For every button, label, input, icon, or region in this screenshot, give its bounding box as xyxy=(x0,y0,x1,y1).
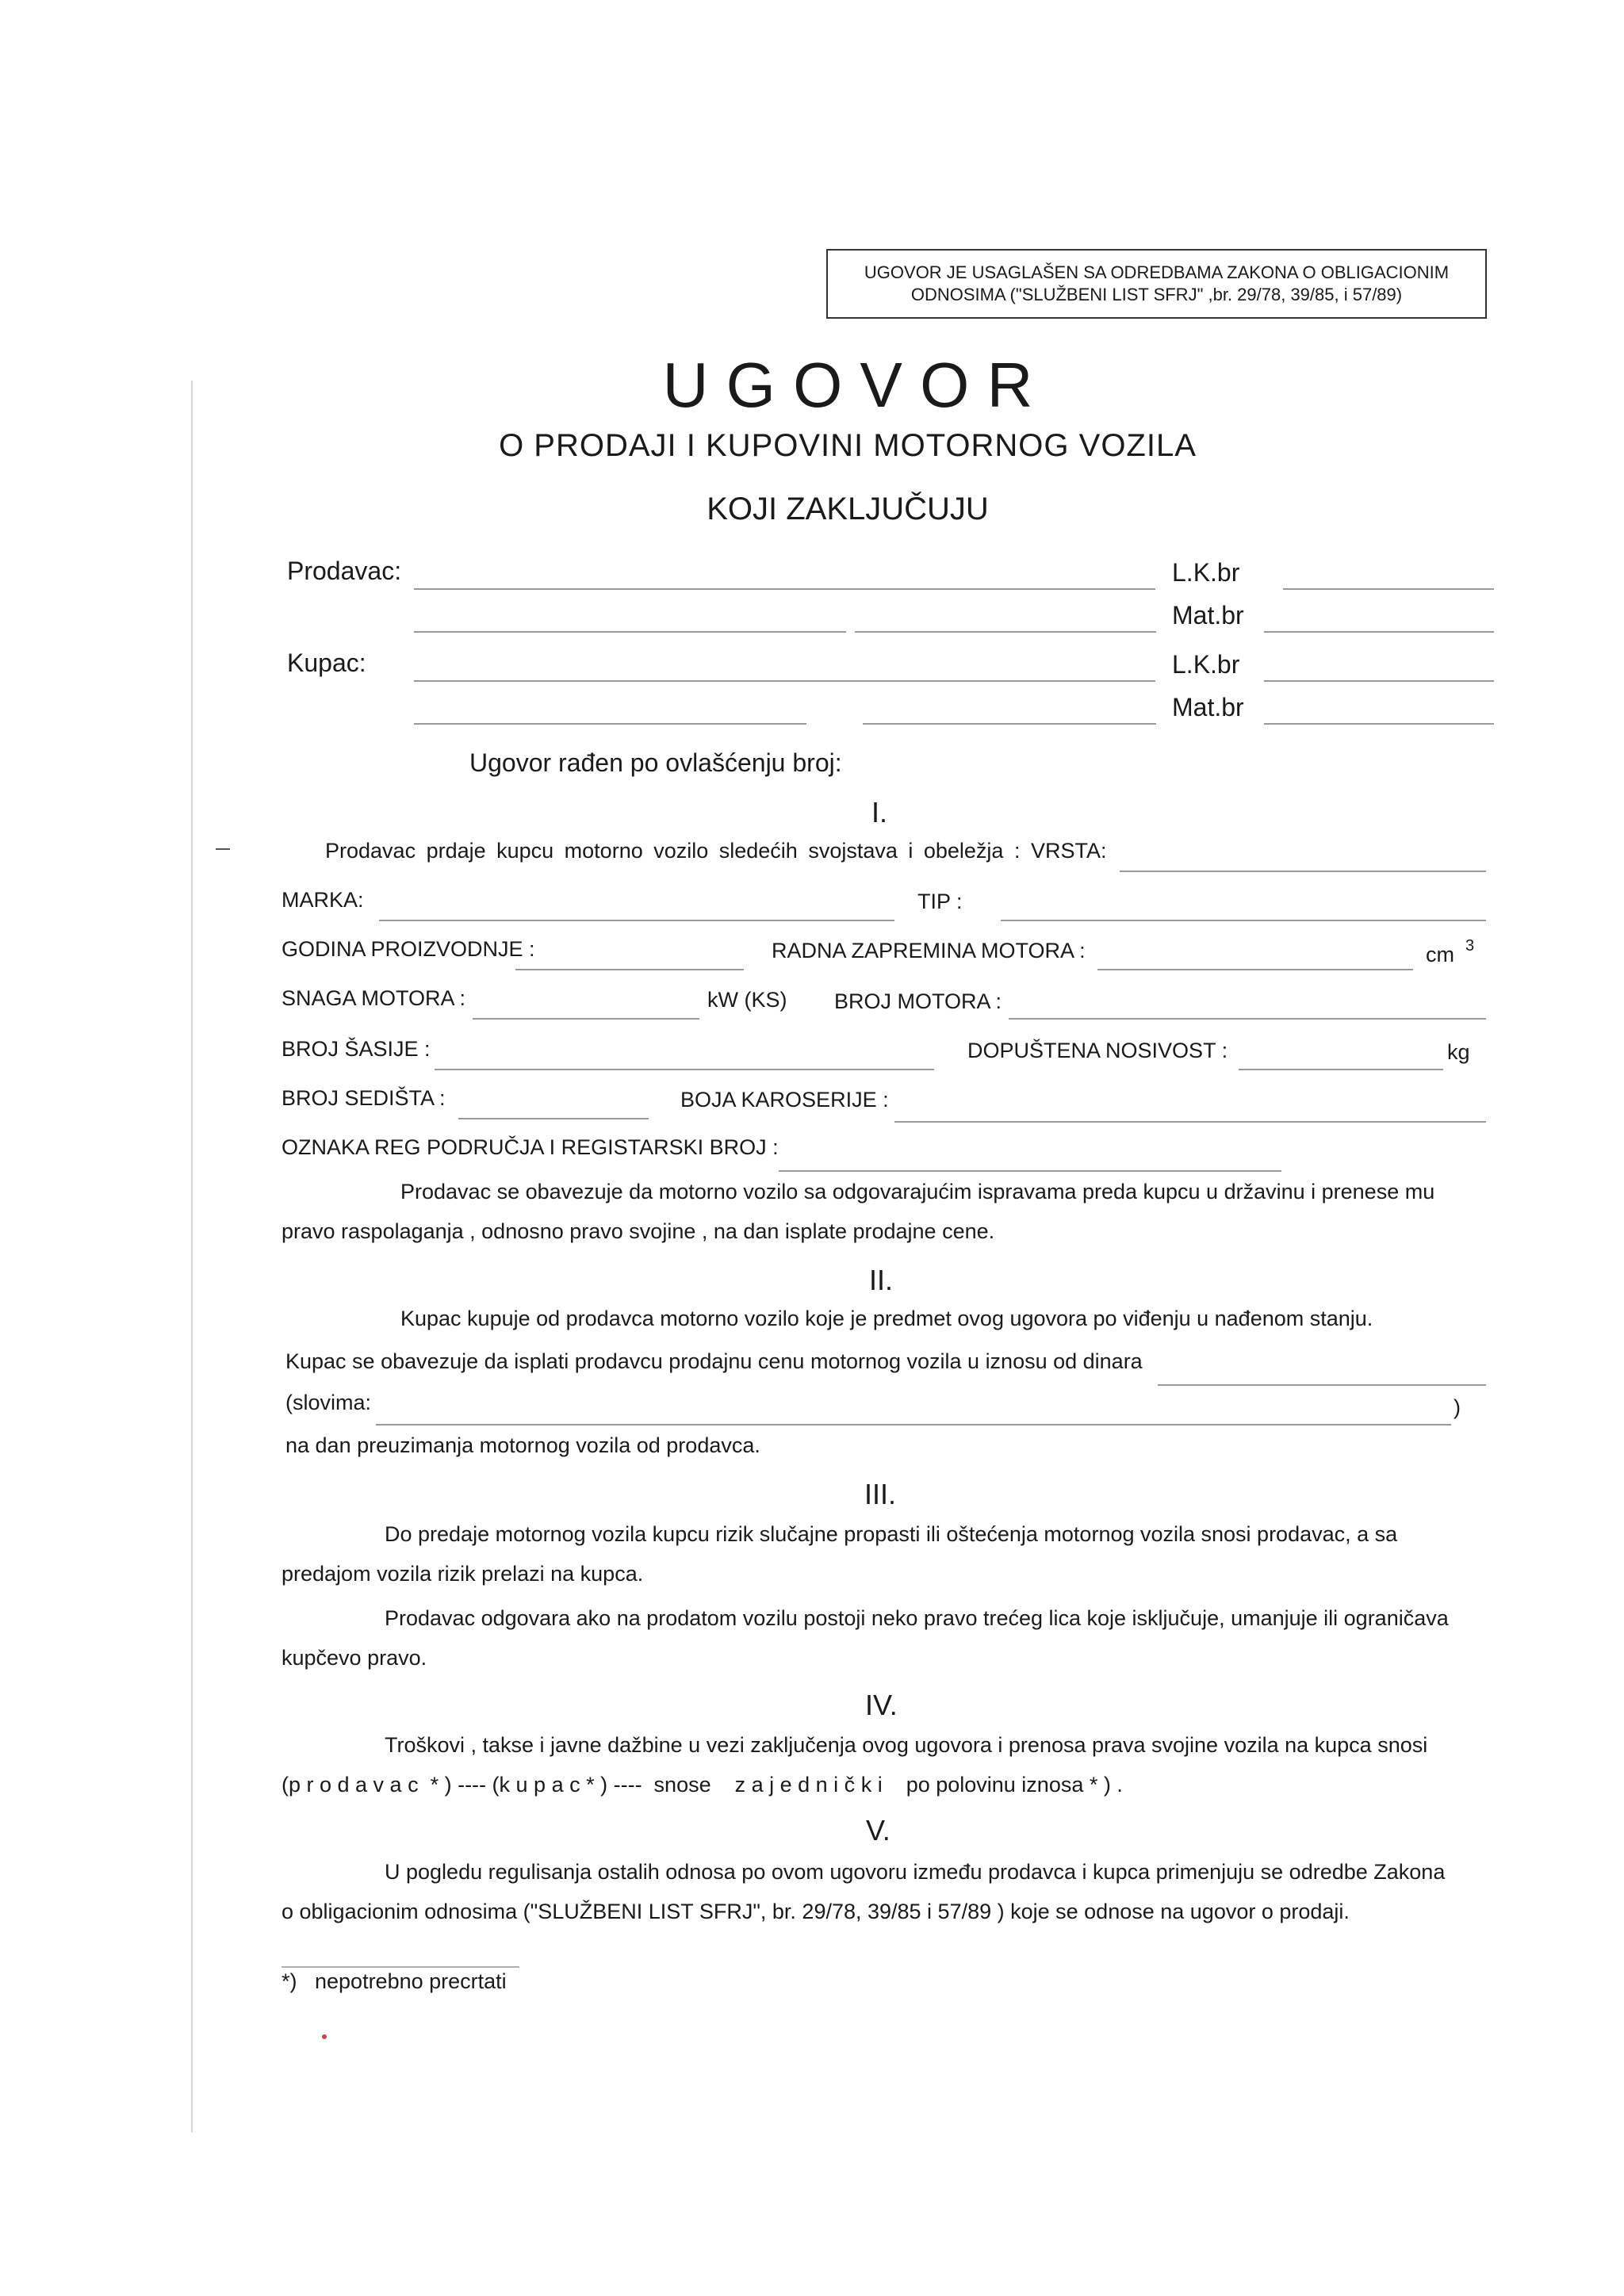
footnote-divider xyxy=(282,1966,519,1968)
slovima-close-paren: ) xyxy=(1454,1395,1461,1419)
tip-field[interactable] xyxy=(1001,920,1486,921)
tip-label: TIP : xyxy=(917,890,963,913)
legal-notice-line1: UGOVOR JE USAGLAŠEN SA ODREDBAMA ZAKONA O OBLIGACIONIM xyxy=(864,262,1450,282)
cm-unit-text: cm xyxy=(1426,943,1454,966)
marka-label: MARKA: xyxy=(282,888,364,912)
buyer-address-field-2[interactable] xyxy=(863,723,1156,725)
zapremina-label: RADNA ZAPREMINA MOTORA : xyxy=(772,939,1086,962)
document-subtitle-2: KOJI ZAKLJUČUJU xyxy=(707,492,989,526)
section-3-p1-line1: Do predaje motornog vozila kupcu rizik slučajne propasti ili oštećenja motornog vozila snosi prodavac, a sa xyxy=(385,1522,1398,1546)
broj-sasije-field[interactable] xyxy=(435,1069,934,1070)
section-4-paragraph xyxy=(282,1725,1427,1804)
section-1-paragraph xyxy=(282,1172,1434,1251)
section-5-line1: U pogledu regulisanja ostalih odnosa po ovom ugovoru između prodavca i kupca primenjuju se odredbe Zakona xyxy=(385,1860,1446,1884)
seller-name-field[interactable] xyxy=(414,588,1155,590)
nosivost-field[interactable] xyxy=(1239,1069,1443,1070)
broj-sasije-label: BROJ ŠASIJE : xyxy=(282,1037,431,1061)
seller-lk-field[interactable] xyxy=(1283,588,1494,590)
section-3-p2-line1: Prodavac odgovara ako na prodatom vozilu postoji neko pravo trećeg lica koje isključuje, umanjuje ili ograničava xyxy=(385,1606,1449,1630)
scan-edge xyxy=(191,381,193,2133)
legal-notice-box xyxy=(826,249,1487,319)
seller-mat-field[interactable] xyxy=(1264,631,1494,633)
kg-unit: kg xyxy=(1447,1040,1470,1064)
cm-unit-sup: 3 xyxy=(1465,937,1475,955)
oznaka-label: OZNAKA REG PODRUČJA I REGISTARSKI BROJ : xyxy=(282,1135,779,1159)
buyer-mat-label: Mat.br xyxy=(1172,693,1244,721)
seller-address-field-2[interactable] xyxy=(855,631,1156,633)
cm-unit xyxy=(1426,937,1475,967)
nosivost-label: DOPUŠTENA NOSIVOST : xyxy=(967,1039,1228,1062)
section-2-line1: Kupac kupuje od prodavca motorno vozilo koje je predmet ovog ugovora po viđenju u nađenom stanju. xyxy=(400,1307,1373,1330)
section-5-line2: o obligacionim odnosima ("SLUŽBENI LIST SFRJ", br. 29/78, 39/85 i 57/89 ) koje se odnose na ugovor o prodaji. xyxy=(282,1900,1350,1923)
buyer-address-field-1[interactable] xyxy=(414,723,806,725)
section-1-para-line2: pravo raspolaganja , odnosno pravo svojine , na dan isplate prodajne cene. xyxy=(282,1219,995,1243)
snaga-label: SNAGA MOTORA : xyxy=(282,986,466,1010)
section-1-para-line1: Prodavac se obavezuje da motorno vozilo sa odgovarajućim ispravama preda kupcu u državinu i prenese mu xyxy=(400,1180,1435,1203)
buyer-mat-field[interactable] xyxy=(1264,723,1494,725)
kw-unit: kW (KS) xyxy=(707,988,787,1012)
section-4-heading: IV. xyxy=(865,1689,898,1721)
section-5-heading: V. xyxy=(866,1814,891,1846)
section-3-p1-line2: predajom vozila rizik prelazi na kupca. xyxy=(282,1562,644,1586)
vrsta-field[interactable] xyxy=(1120,871,1486,872)
sedista-label: BROJ SEDIŠTA : xyxy=(282,1086,446,1110)
document-subtitle: O PRODAJI I KUPOVINI MOTORNOG VOZILA xyxy=(499,428,1197,463)
section-4-line2: (p r o d a v a c * ) ---- (k u p a c * ) ---- snose z a j e d n i č k i po polovinu iznosa * ) . xyxy=(282,1773,1123,1797)
section-5-paragraph xyxy=(282,1852,1445,1931)
section-3-paragraph-1 xyxy=(282,1514,1397,1594)
section-3-p2-line2: kupčevo pravo. xyxy=(282,1646,427,1670)
seller-address-field-1[interactable] xyxy=(414,631,846,633)
price-field[interactable] xyxy=(1158,1384,1486,1386)
slovima-label: (slovima: xyxy=(285,1391,372,1414)
sedista-field[interactable] xyxy=(458,1118,649,1119)
ink-dot xyxy=(322,2034,327,2039)
marka-field[interactable] xyxy=(379,920,894,921)
buyer-name-field[interactable] xyxy=(414,680,1155,682)
buyer-lk-field[interactable] xyxy=(1264,680,1494,682)
section-1-heading: I. xyxy=(871,796,888,828)
margin-mark xyxy=(216,848,230,850)
section-2-line2: Kupac se obavezuje da isplati prodavcu prodajnu cenu motornog vozila u iznosu od dinara xyxy=(285,1349,1143,1373)
godina-label: GODINA PROIZVODNJE : xyxy=(282,937,535,961)
section-2-heading: II. xyxy=(869,1264,894,1296)
section-3-paragraph-2 xyxy=(282,1598,1449,1678)
zapremina-field[interactable] xyxy=(1097,969,1413,970)
seller-lk-label: L.K.br xyxy=(1172,558,1240,587)
seller-label: Prodavac: xyxy=(287,557,402,585)
broj-motora-field[interactable] xyxy=(1009,1018,1486,1020)
section-3-heading: III. xyxy=(864,1478,897,1510)
vehicle-intro: Prodavac prdaje kupcu motorno vozilo sledećih svojstava i obeležja : VRSTA: xyxy=(325,839,1107,863)
boja-label: BOJA KAROSERIJE : xyxy=(680,1088,889,1112)
section-4-line1: Troškovi , takse i javne dažbine u vezi zaključenja ovog ugovora i prenosa prava svojine vozila na kupca snosi xyxy=(385,1733,1428,1757)
broj-motora-label: BROJ MOTORA : xyxy=(834,989,1002,1013)
buyer-label: Kupac: xyxy=(287,649,366,677)
godina-field[interactable] xyxy=(515,969,744,970)
snaga-field[interactable] xyxy=(473,1018,699,1020)
seller-mat-label: Mat.br xyxy=(1172,601,1244,629)
slovima-field[interactable] xyxy=(376,1424,1451,1425)
legal-notice-line2: ODNOSIMA ("SLUŽBENI LIST SFRJ" ,br. 29/78, 39/85, i 57/89) xyxy=(910,285,1403,304)
section-2-line3: na dan preuzimanja motornog vozila od prodavca. xyxy=(285,1433,760,1457)
buyer-lk-label: L.K.br xyxy=(1172,650,1240,679)
footnote: *) nepotrebno precrtati xyxy=(282,1969,507,1993)
authorization-label: Ugovor rađen po ovlašćenju broj: xyxy=(469,748,842,777)
boja-field[interactable] xyxy=(894,1121,1486,1123)
document-title: U G O V O R xyxy=(662,350,1033,420)
